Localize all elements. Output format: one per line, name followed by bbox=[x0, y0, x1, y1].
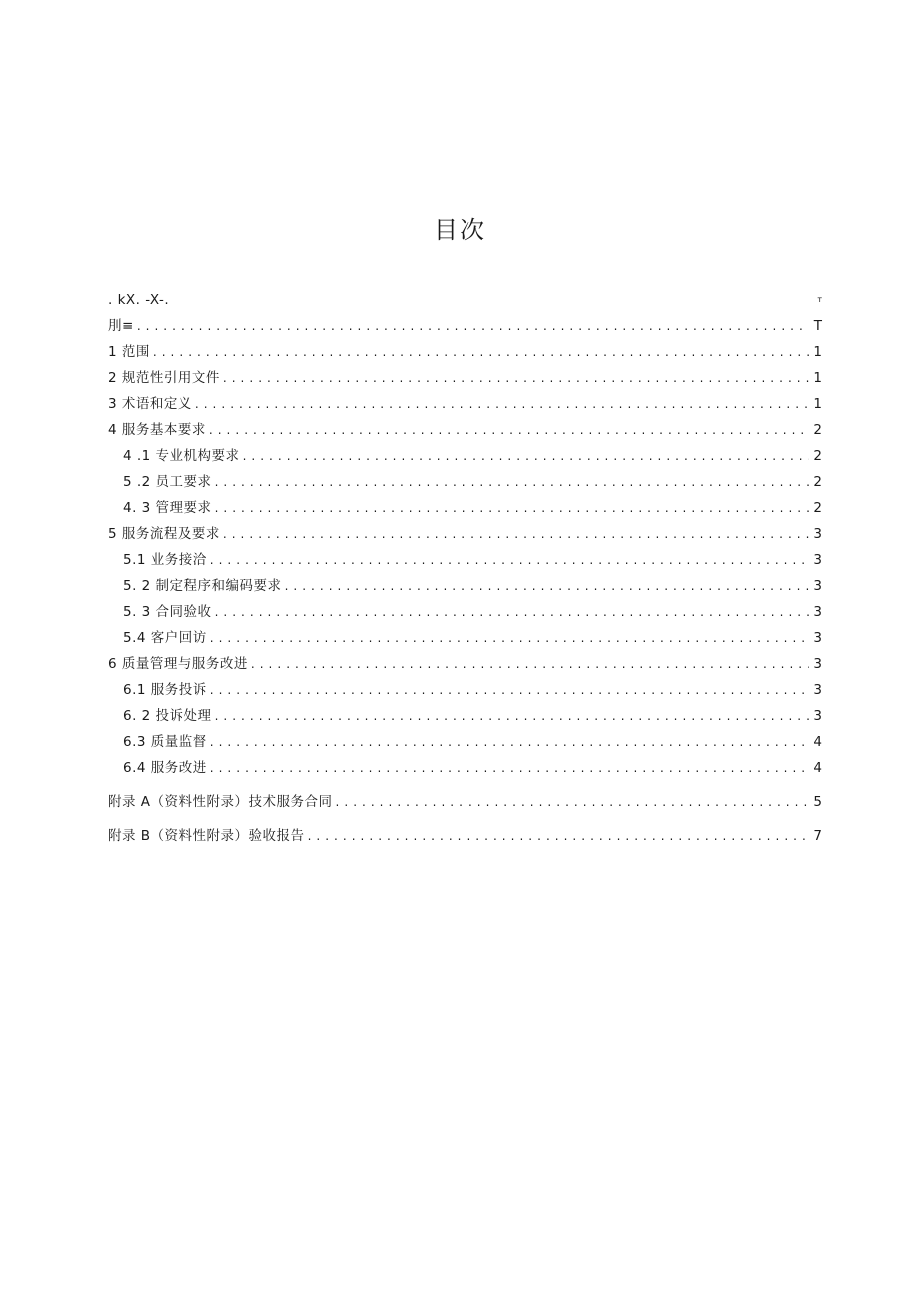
toc-page-number: 2 bbox=[813, 422, 822, 438]
toc-page-number: 3 bbox=[813, 552, 822, 568]
toc-entry[interactable] bbox=[108, 673, 822, 699]
toc-entry[interactable] bbox=[108, 335, 822, 361]
toc-page-number: 3 bbox=[813, 604, 822, 620]
toc-dot-leader bbox=[210, 551, 809, 569]
toc-entry[interactable] bbox=[108, 785, 822, 811]
toc-page-number: 1 bbox=[813, 344, 822, 360]
toc-entry-label: 刖≡ bbox=[108, 318, 134, 334]
toc-entry[interactable] bbox=[108, 699, 822, 725]
toc-page-number: 3 bbox=[813, 682, 822, 698]
toc-entry[interactable] bbox=[108, 543, 822, 569]
toc-dot-leader bbox=[251, 655, 809, 673]
toc-page-number: 1 bbox=[813, 396, 822, 412]
toc-page-number: 1 bbox=[813, 370, 822, 386]
toc-page-number: 2 bbox=[813, 448, 822, 464]
toc-entry-label: 6.3 质量监督 bbox=[123, 734, 207, 750]
toc-page-number: T bbox=[813, 318, 822, 334]
toc-entry-label: 5. 2 制定程序和编码要求 bbox=[123, 578, 282, 594]
toc-dot-leader bbox=[195, 395, 809, 413]
toc-entry[interactable] bbox=[108, 361, 822, 387]
toc-dot-leader bbox=[285, 577, 809, 595]
toc-entry-label: 5.4 客户回访 bbox=[123, 630, 207, 646]
toc-entry-label: 5 .2 员工要求 bbox=[123, 474, 212, 490]
toc-page-number: 7 bbox=[813, 828, 822, 844]
toc-dot-leader bbox=[336, 793, 809, 811]
toc-dot-leader bbox=[210, 733, 809, 751]
toc-entry-label: 附录 A（资料性附录）技术服务合同 bbox=[108, 794, 333, 810]
toc-entry[interactable] bbox=[108, 725, 822, 751]
toc-entry[interactable] bbox=[108, 621, 822, 647]
toc-entry[interactable] bbox=[108, 491, 822, 517]
toc-dot-leader bbox=[137, 317, 809, 335]
toc-entry-label: 6.1 服务投诉 bbox=[123, 682, 207, 698]
toc-dot-leader bbox=[223, 525, 809, 543]
toc-page-number: 3 bbox=[813, 578, 822, 594]
toc-entry-label: 5. 3 合同验收 bbox=[123, 604, 212, 620]
toc-dot-leader bbox=[153, 343, 809, 361]
toc-dot-leader bbox=[215, 473, 809, 491]
toc-entry-label: 3 术语和定义 bbox=[108, 396, 192, 412]
toc-page-number: 3 bbox=[813, 708, 822, 724]
toc-page-number: 2 bbox=[813, 474, 822, 490]
table-of-contents bbox=[108, 283, 822, 845]
toc-entry[interactable] bbox=[108, 647, 822, 673]
toc-entry-label: 4. 3 管理要求 bbox=[123, 500, 212, 516]
toc-dot-leader bbox=[172, 291, 809, 309]
toc-title: 目次 bbox=[434, 216, 486, 244]
toc-page-number: 4 bbox=[813, 760, 822, 776]
toc-dot-leader bbox=[210, 681, 809, 699]
toc-dot-leader bbox=[210, 629, 809, 647]
toc-entry[interactable] bbox=[108, 283, 822, 309]
toc-page-number: 3 bbox=[813, 526, 822, 542]
toc-entry-label: 5.1 业务接洽 bbox=[123, 552, 207, 568]
toc-dot-leader bbox=[308, 827, 809, 845]
toc-entry-label: 6 质量管理与服务改进 bbox=[108, 656, 248, 672]
toc-entry[interactable] bbox=[108, 439, 822, 465]
toc-entry-label: 4 服务基本要求 bbox=[108, 422, 206, 438]
toc-dot-leader bbox=[215, 603, 809, 621]
toc-page-number: т bbox=[817, 295, 822, 304]
toc-entry[interactable] bbox=[108, 413, 822, 439]
toc-entry-label: 4 .1 专业机构要求 bbox=[123, 448, 240, 464]
toc-dot-leader bbox=[209, 421, 809, 439]
toc-entry[interactable] bbox=[108, 569, 822, 595]
toc-entry[interactable] bbox=[108, 751, 822, 777]
toc-page-number: 4 bbox=[813, 734, 822, 750]
toc-dot-leader bbox=[215, 707, 809, 725]
toc-entry-label: 6.4 服务改进 bbox=[123, 760, 207, 776]
toc-dot-leader bbox=[210, 759, 809, 777]
toc-entry[interactable] bbox=[108, 465, 822, 491]
toc-entry[interactable] bbox=[108, 819, 822, 845]
toc-dot-leader bbox=[215, 499, 809, 517]
toc-entry-label: 附录 B（资料性附录）验收报告 bbox=[108, 828, 305, 844]
toc-entry-label: 6. 2 投诉处理 bbox=[123, 708, 212, 724]
toc-page-number: 3 bbox=[813, 656, 822, 672]
toc-dot-leader bbox=[243, 447, 809, 465]
toc-entry-label: . kX. -X-. bbox=[108, 292, 170, 308]
toc-dot-leader bbox=[223, 369, 809, 387]
toc-page-number: 3 bbox=[813, 630, 822, 646]
toc-page-number: 5 bbox=[813, 794, 822, 810]
toc-entry[interactable] bbox=[108, 387, 822, 413]
toc-page-number: 2 bbox=[813, 500, 822, 516]
toc-entry-label: 5 服务流程及要求 bbox=[108, 526, 220, 542]
toc-entry[interactable] bbox=[108, 595, 822, 621]
toc-entry[interactable] bbox=[108, 517, 822, 543]
toc-entry-label: 1 范围 bbox=[108, 344, 150, 360]
toc-entry[interactable] bbox=[108, 309, 822, 335]
toc-entry-label: 2 规范性引用文件 bbox=[108, 370, 220, 386]
